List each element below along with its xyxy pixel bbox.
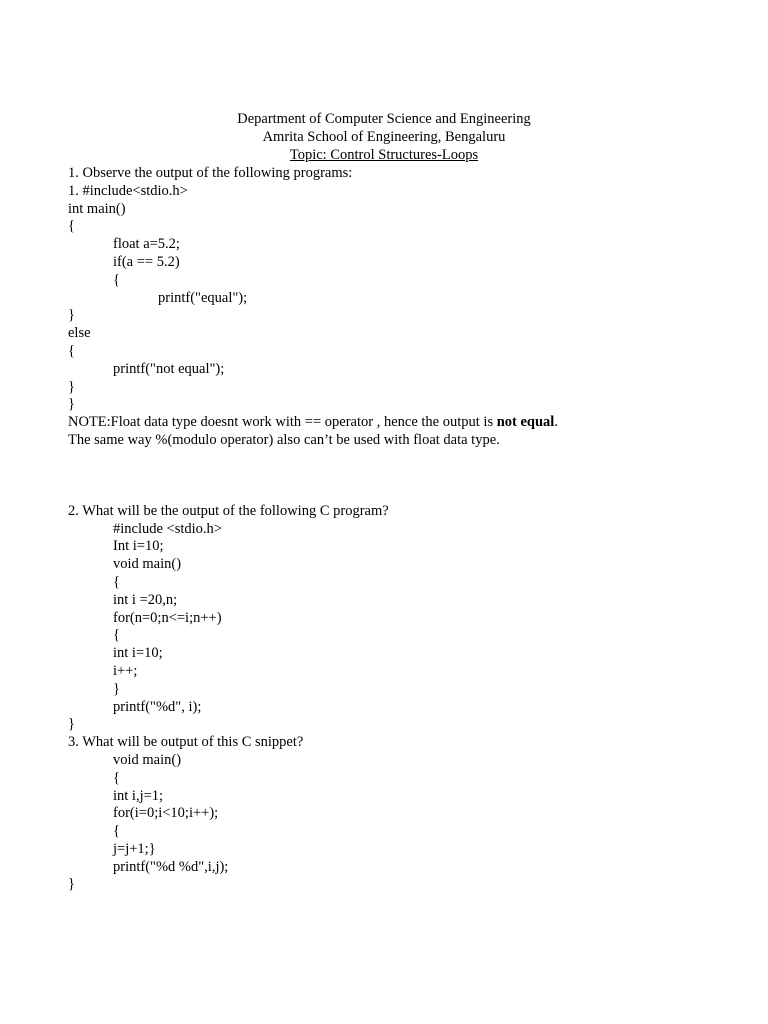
- code-line: {: [113, 573, 120, 590]
- code-line: int i,j=1;: [113, 787, 164, 804]
- document-header: [0, 111, 768, 164]
- code-line: }: [68, 876, 75, 893]
- code-line: int i=10;: [113, 645, 163, 662]
- code-line: printf("not equal");: [113, 360, 225, 377]
- spacer: [68, 450, 748, 503]
- code-line: {: [113, 823, 120, 840]
- topic-line: Topic: Control Structures-Loops: [289, 146, 479, 163]
- note-line: [68, 414, 748, 432]
- code-line: i++;: [113, 662, 138, 679]
- question-1-title: 1. Observe the output of the following programs:: [68, 165, 353, 181]
- code-line: printf("equal");: [158, 289, 248, 306]
- note-line-2: The same way %(modulo operator) also can’t be used with float data type.: [68, 431, 500, 448]
- code-line: {: [68, 218, 75, 235]
- code-line: for(i=0;i<10;i++);: [113, 805, 219, 822]
- code-line: #include <stdio.h>: [113, 520, 222, 537]
- code-line: float a=5.2;: [113, 236, 180, 253]
- code-line: if(a == 5.2): [113, 253, 180, 270]
- code-line: {: [113, 627, 120, 644]
- code-line: }: [113, 680, 120, 697]
- code-line: void main(): [113, 556, 182, 573]
- document-body: [68, 165, 748, 894]
- note-emphasis: not equal: [496, 414, 555, 431]
- code-line: printf("%d %d",i,j);: [113, 858, 229, 875]
- code-line: j=j+1;}: [113, 840, 156, 857]
- code-line: int i =20,n;: [113, 591, 178, 608]
- question-2-title: 2. What will be the output of the following C program?: [68, 502, 389, 519]
- code-line: {: [113, 271, 120, 288]
- code-line: }: [68, 716, 75, 733]
- school-line: Amrita School of Engineering, Bengaluru: [262, 128, 506, 145]
- question-3-title: 3. What will be output of this C snippet?: [68, 734, 304, 751]
- code-line: int main(): [68, 200, 126, 217]
- code-line: for(n=0;n<=i;n++): [113, 609, 222, 626]
- note-text: NOTE:Float data type doesnt work with == operator , hence the output is: [68, 414, 497, 431]
- code-line: }: [68, 307, 75, 324]
- code-line: else: [68, 325, 91, 342]
- department-line: Department of Computer Science and Engineering: [237, 111, 531, 127]
- code-line: }: [68, 396, 75, 413]
- code-line: printf("%d", i);: [113, 698, 202, 715]
- code-line: {: [68, 342, 75, 359]
- code-line: 1. #include<stdio.h>: [68, 182, 188, 199]
- note-period: .: [554, 414, 558, 431]
- code-line: {: [113, 769, 120, 786]
- code-line: Int i=10;: [113, 538, 164, 555]
- code-line: void main(): [113, 751, 182, 768]
- code-line: }: [68, 378, 75, 395]
